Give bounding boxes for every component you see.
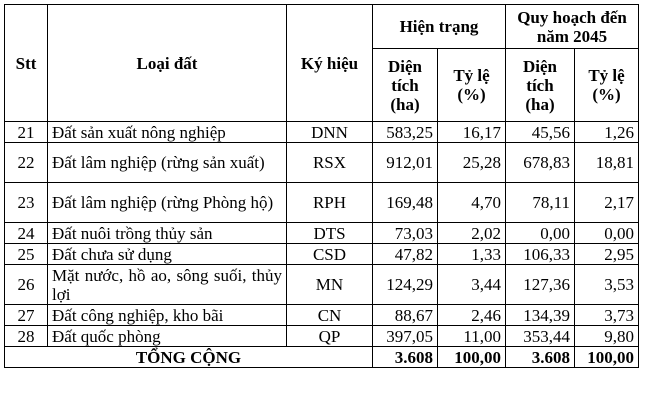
- header-symbol: Ký hiệu: [287, 5, 373, 122]
- land-use-table: [4, 4, 639, 368]
- cell-ratio-current: 1,33: [438, 244, 506, 265]
- cell-ratio-plan: 2,17: [575, 183, 639, 223]
- cell-area-plan: 0,00: [506, 223, 575, 244]
- table-row: [5, 183, 639, 223]
- cell-symbol: RPH: [287, 183, 373, 223]
- cell-land-type: Đất lâm nghiệp (rừng Phòng hộ): [48, 183, 287, 223]
- cell-area-current: 169,48: [373, 183, 438, 223]
- cell-area-current: 124,29: [373, 265, 438, 305]
- cell-ratio-current: 2,02: [438, 223, 506, 244]
- total-label: TỔNG CỘNG: [5, 347, 373, 368]
- cell-stt: 21: [5, 122, 48, 143]
- header-land-type: Loại đất: [48, 5, 287, 122]
- table-row: [5, 143, 639, 183]
- table-row: [5, 305, 639, 326]
- cell-ratio-plan: 3,53: [575, 265, 639, 305]
- header-area-current: Diện tích (ha): [373, 49, 438, 122]
- header-area-plan: Diện tích (ha): [506, 49, 575, 122]
- cell-area-current: 397,05: [373, 326, 438, 347]
- total-row: [5, 347, 639, 368]
- cell-stt: 26: [5, 265, 48, 305]
- cell-symbol: DNN: [287, 122, 373, 143]
- header-ratio-plan: Tỷ lệ (%): [575, 49, 639, 122]
- cell-symbol: DTS: [287, 223, 373, 244]
- cell-land-type: Đất lâm nghiệp (rừng sản xuất): [48, 143, 287, 183]
- cell-ratio-current: 4,70: [438, 183, 506, 223]
- cell-ratio-plan: 3,73: [575, 305, 639, 326]
- cell-area-plan: 678,83: [506, 143, 575, 183]
- table-row: [5, 122, 639, 143]
- table-header: [5, 5, 639, 122]
- cell-symbol: MN: [287, 265, 373, 305]
- cell-area-plan: 106,33: [506, 244, 575, 265]
- table-row: [5, 244, 639, 265]
- total-area-plan: 3.608: [506, 347, 575, 368]
- total-ratio-plan: 100,00: [575, 347, 639, 368]
- cell-area-current: 88,67: [373, 305, 438, 326]
- cell-ratio-current: 25,28: [438, 143, 506, 183]
- table-row: [5, 223, 639, 244]
- cell-area-current: 912,01: [373, 143, 438, 183]
- cell-ratio-plan: 1,26: [575, 122, 639, 143]
- cell-stt: 22: [5, 143, 48, 183]
- cell-area-current: 73,03: [373, 223, 438, 244]
- cell-ratio-plan: 0,00: [575, 223, 639, 244]
- cell-land-type: Mặt nước, hồ ao, sông suối, thủy lợi: [48, 265, 287, 305]
- cell-area-plan: 78,11: [506, 183, 575, 223]
- cell-land-type: Đất nuôi trồng thủy sản: [48, 223, 287, 244]
- cell-land-type: Đất công nghiệp, kho bãi: [48, 305, 287, 326]
- header-ratio-current: Tỷ lệ (%): [438, 49, 506, 122]
- header-current-status: Hiện trạng: [373, 5, 506, 49]
- cell-area-plan: 353,44: [506, 326, 575, 347]
- table-row: [5, 265, 639, 305]
- cell-area-plan: 134,39: [506, 305, 575, 326]
- cell-land-type: Đất chưa sử dụng: [48, 244, 287, 265]
- cell-stt: 23: [5, 183, 48, 223]
- table-row: [5, 326, 639, 347]
- cell-stt: 25: [5, 244, 48, 265]
- cell-symbol: CSD: [287, 244, 373, 265]
- cell-stt: 24: [5, 223, 48, 244]
- cell-symbol: CN: [287, 305, 373, 326]
- total-area-current: 3.608: [373, 347, 438, 368]
- cell-area-current: 583,25: [373, 122, 438, 143]
- cell-ratio-current: 3,44: [438, 265, 506, 305]
- cell-land-type: Đất quốc phòng: [48, 326, 287, 347]
- cell-ratio-current: 11,00: [438, 326, 506, 347]
- header-stt: Stt: [5, 5, 48, 122]
- cell-land-type: Đất sản xuất nông nghiệp: [48, 122, 287, 143]
- cell-ratio-current: 16,17: [438, 122, 506, 143]
- cell-symbol: QP: [287, 326, 373, 347]
- cell-area-plan: 127,36: [506, 265, 575, 305]
- cell-ratio-plan: 18,81: [575, 143, 639, 183]
- header-plan-2045: Quy hoạch đến năm 2045: [506, 5, 639, 49]
- cell-ratio-current: 2,46: [438, 305, 506, 326]
- cell-symbol: RSX: [287, 143, 373, 183]
- cell-stt: 27: [5, 305, 48, 326]
- total-ratio-current: 100,00: [438, 347, 506, 368]
- cell-area-plan: 45,56: [506, 122, 575, 143]
- table-body: [5, 122, 639, 368]
- cell-ratio-plan: 9,80: [575, 326, 639, 347]
- cell-stt: 28: [5, 326, 48, 347]
- cell-area-current: 47,82: [373, 244, 438, 265]
- cell-ratio-plan: 2,95: [575, 244, 639, 265]
